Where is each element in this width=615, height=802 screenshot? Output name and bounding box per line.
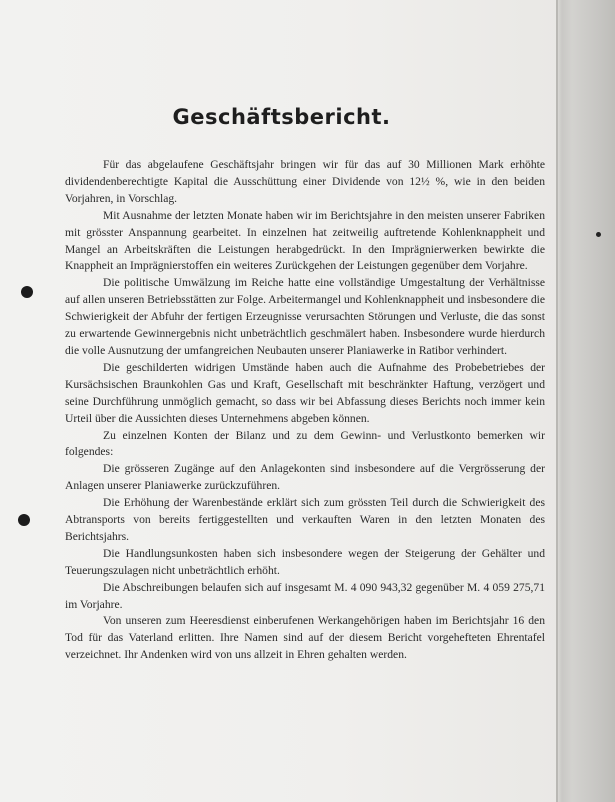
- report-body: [65, 157, 545, 664]
- paragraph-production: Mit Ausnahme der letzten Monate haben wir im Berichtsjahre in den meisten unserer Fabriken mit grösster Anspannung gearbeitet. In einzelnen hat zeitweilig auftretende Kohlenknappheit und Mangel an Arbeitskräften die Leistungen herabgedrückt. In den Imprägnierwerken bewirkte die Knappheit an Imprägnierstoffen ein weiteres Zurückgehen der Leistungen gegenüber dem Vorjahre.: [65, 208, 545, 273]
- punch-hole-upper: [21, 286, 33, 298]
- paragraph-inventory: Die Erhöhung der Warenbestände erklärt sich zum grössten Teil durch die Schwierigkeit des Abtransports von bereits fertiggestellten und verkauften Waren in den letzten Monaten des Berichtsjahrs.: [65, 496, 545, 543]
- paragraph-overhead: Die Handlungsunkosten haben sich insbesondere wegen der Steigerung der Gehälter und Teuerungszulagen nicht unbeträchtlich erhöht.: [65, 546, 545, 577]
- paragraph-probebetrieb: Die geschilderten widrigen Umstände haben auch die Aufnahme des Probebetriebes der Kursächsischen Braunkohlen Gas und Kraft, Gesellschaft mit beschränkter Haftung, verzögert und seine Durchführung unmöglich gemacht, so dass wir bei Abfassung dieses Berichts noch immer kein Urteil über die Aussichten dieses Unternehmens abgeben können.: [65, 360, 545, 425]
- paper-mark: [596, 232, 601, 237]
- paragraph-accounts-intro: Zu einzelnen Konten der Bilanz und zu dem Gewinn- und Verlustkonto bemerken wir folgendes:: [65, 428, 545, 459]
- document-title: Geschäftsbericht.: [172, 105, 391, 129]
- paragraph-memorial: Von unseren zum Heeresdienst einberufenen Werkangehörigen haben im Berichtsjahr 16 den Tod für das Vaterland erlitten. Ihre Namen sind auf der diesem Bericht vorgehefteten Ehrentafel verzeichnet. Ihr Andenken wird von uns allzeit in Ehren gehalten werden.: [65, 614, 545, 662]
- paragraph-depreciation: Die Abschreibungen belaufen sich auf insgesamt M. 4 090 943,32 gegenüber M. 4 059 275,71 im Vorjahre.: [65, 580, 545, 611]
- punch-hole-lower: [18, 514, 30, 526]
- next-page-edge: [556, 0, 615, 802]
- paragraph-political-upheaval: Die politische Umwälzung im Reiche hatte eine vollständige Umgestaltung der Verhältnisse auf allen unseren Betriebsstätten zur Folge. Arbeitermangel und Kohlenknappheit und insbesondere die Schwierigkeit der Abfuhr der fertigen Erzeugnisse verursachten Störungen und Verluste, die das sonst zu erwartende Gewinnergebnis nicht unbeträchtlich geschmälert haben. Insbesondere wurde hierdurch die volle Ausnutzung der umfangreichen Neubauten unserer Planiawerke in Ratibor verhindert.: [65, 276, 545, 357]
- paragraph-dividend: Für das abgelaufene Geschäftsjahr bringen wir für das auf 30 Millionen Mark erhöhte dividendenberechtigte Kapital die Ausschüttung einer Dividende von 12½ %, wie in den beiden Vorjahren, in Vorschlag.: [65, 158, 545, 205]
- paragraph-additions: Die grösseren Zugänge auf den Anlagekonten sind insbesondere auf die Vergrösserung der Anlagen unserer Planiawerke zurückzuführen.: [65, 462, 545, 493]
